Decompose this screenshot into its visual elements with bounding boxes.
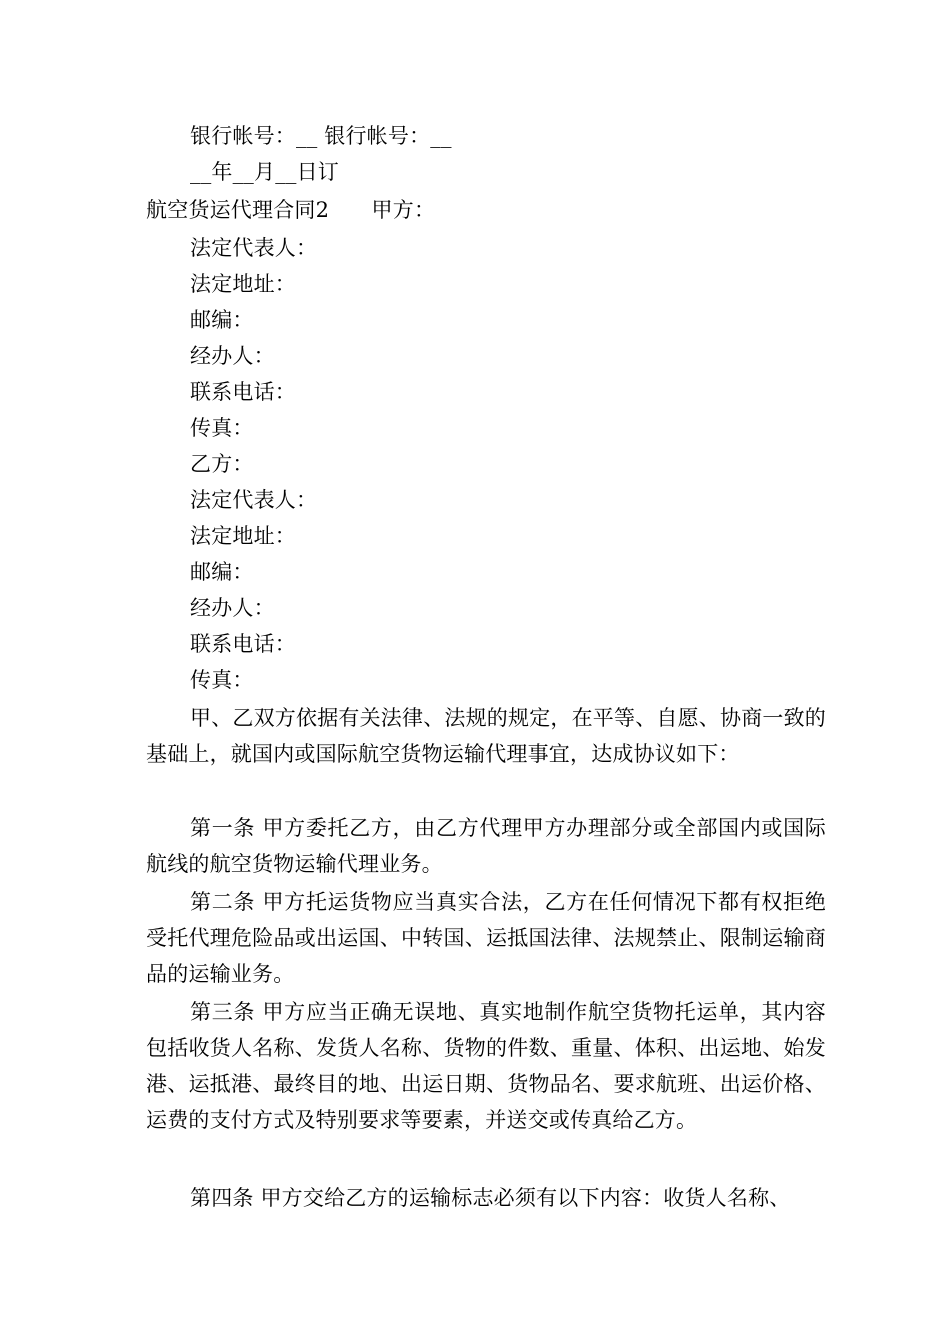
party-a-phone: 联系电话： <box>190 380 296 404</box>
party-b-legal-rep: 法定代表人： <box>190 488 318 512</box>
party-b-agent: 经办人： <box>190 596 275 620</box>
party-a-fax: 传真： <box>190 416 254 440</box>
party-b-postcode: 邮编： <box>190 560 254 584</box>
party-b-heading: 乙方： <box>190 452 254 476</box>
date-line: __年__月__日订 <box>190 160 339 184</box>
party-a-legal-address: 法定地址： <box>190 272 296 296</box>
party-b-fax: 传真： <box>190 668 254 692</box>
bank-accounts-line: 银行帐号：__ 银行帐号：__ <box>190 124 452 148</box>
party-b-legal-address: 法定地址： <box>190 524 296 548</box>
paragraph-article-1: 第一条 甲方委托乙方，由乙方代理甲方办理部分或全部国内或国际航线的航空货物运输代理业务。 <box>146 816 826 876</box>
paragraph-article-2: 第二条 甲方托运货物应当真实合法，乙方在任何情况下都有权拒绝受托代理危险品或出运国、中转国、运抵国法律、法规禁止、限制运输商品的运输业务。 <box>146 890 826 986</box>
party-a-legal-rep: 法定代表人： <box>190 236 318 260</box>
paragraph-preamble: 甲、乙双方依据有关法律、法规的规定，在平等、自愿、协商一致的基础上，就国内或国际航空货物运输代理事宜，达成协议如下： <box>146 706 826 766</box>
paragraph-article-3: 第三条 甲方应当正确无误地、真实地制作航空货物托运单，其内容包括收货人名称、发货人名称、货物的件数、重量、体积、出运地、始发港、运抵港、最终目的地、出运日期、货物品名、要求航班、出运价格、运费的支付方式及特别要求等要素，并送交或传真给乙方。 <box>146 1000 826 1132</box>
party-a-agent: 经办人： <box>190 344 275 368</box>
party-a-postcode: 邮编： <box>190 308 254 332</box>
contract-title-line: 航空货运代理合同2 甲方： <box>146 198 436 222</box>
party-b-phone: 联系电话： <box>190 632 296 656</box>
paragraph-article-4: 第四条 甲方交给乙方的运输标志必须有以下内容：收货人名称、 <box>190 1186 791 1210</box>
